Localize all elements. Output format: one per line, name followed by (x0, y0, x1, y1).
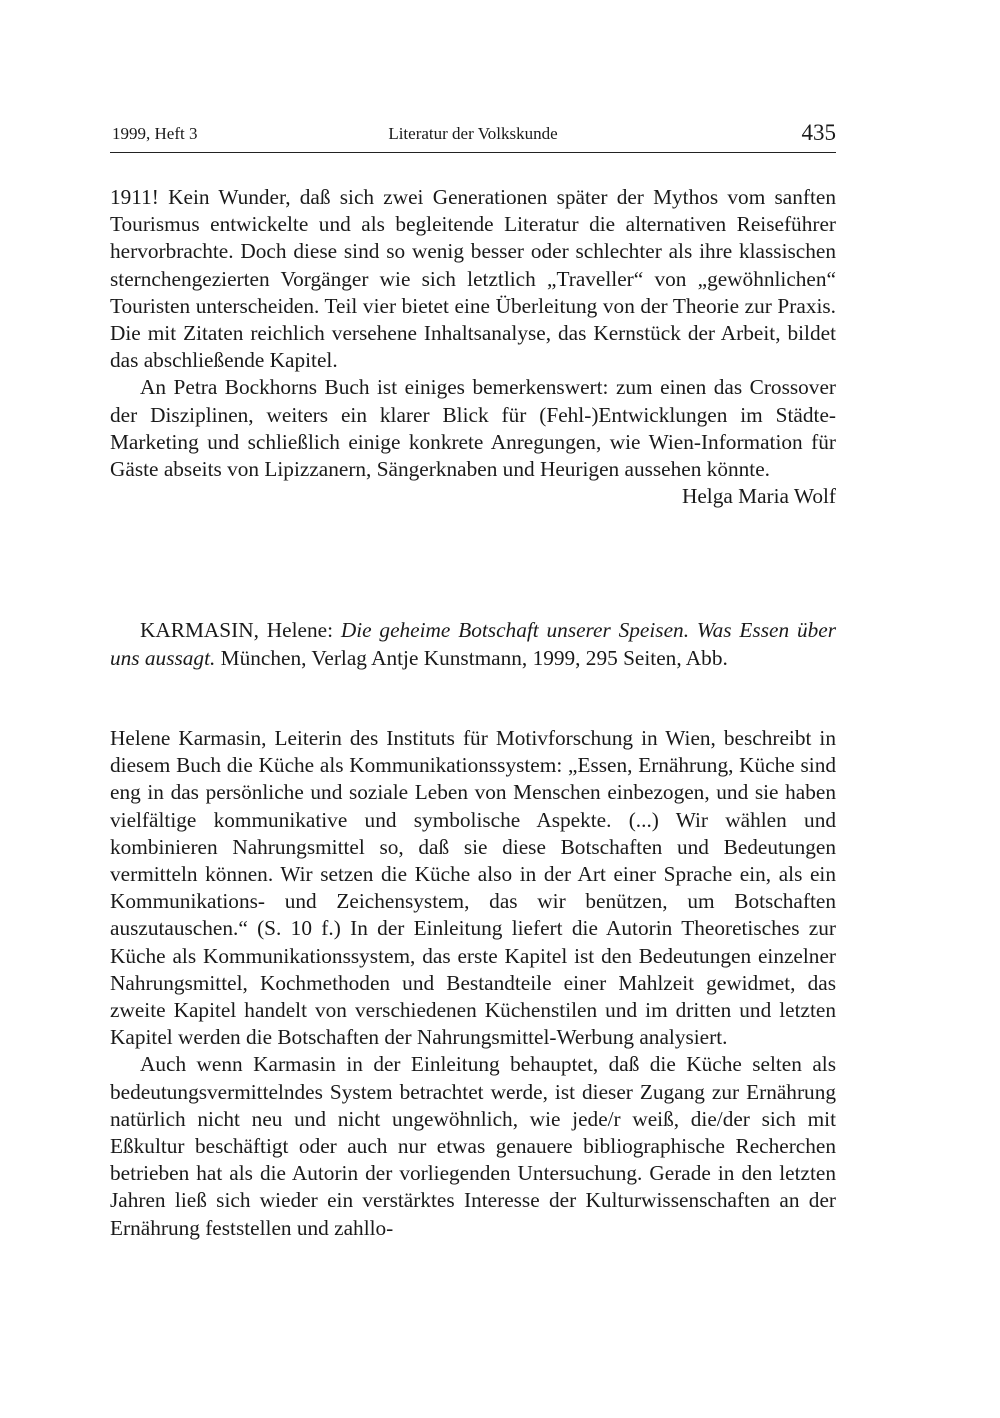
paragraph: Helene Karmasin, Leiterin des Instituts für Motivforschung in Wien, beschreibt in diesem Buch die Küche als Kommunikationssystem: „Essen, Ernährung, Küche sind eng in das persönliche und soziale Leben von Menschen einbezogen, und sie haben vielfältige kommunikative und symbolische Aspekte. (...) Wir wählen und kombinieren Nahrungsmittel so, daß sie diese Botschaften und Bedeutungen vermitteln können. Wir setzen die Küche also in der Art einer Sprache ein, als ein Kommunikations- und Zeichensystem, das wir benützen, um Botschaften auszutauschen.“ (S. 10 f.) In der Einleitung liefert die Autorin Theoretisches zur Küche als Kommunikationssystem, das erste Kapitel ist den Bedeutungen einzelner Nahrungsmittel, Kochmethoden und Bestandteile einer Mahlzeit gewidmet, das zweite Kapitel handelt von verschiedenen Küchenstilen und im dritten und letzten Kapitel werden die Botschaften der Nahrungsmittel-Werbung analysiert. (110, 726, 836, 1050)
paragraph: 1911! Kein Wunder, daß sich zwei Generationen später der Mythos vom sanften Tourismus entwickelte und als begleitende Literatur die alternativen Reiseführer hervorbrachte. Doch diese sind so wenig besser oder schlechter als ihre klassischen sternchengezierten Vorgänger wie sich letztlich „Traveller“ von „gewöhnlichen“ Touristen unterscheiden. Teil vier bietet eine Überleitung von der Theorie zur Praxis. Die mit Zitaten reichlich versehene Inhaltsanalyse, das Kernstück der Arbeit, bildet das abschließende Kapitel. (110, 185, 836, 373)
paragraph: An Petra Bockhorns Buch ist einiges bemerkenswert: zum einen das Crossover der Disziplinen, weiters ein klarer Blick für (Fehl-)Entwicklungen im Städte-Marketing und schließlich einige konkrete Anregungen, wie Wien-Information für Gäste abseits von Lipizzanern, Sängerknaben und Heurigen aussehen könnte. (110, 375, 836, 482)
journal-title: Literatur der Volkskunde (388, 124, 558, 143)
book-publication: München, Verlag Antje Kunstmann, 1999, 295 Seiten, Abb. (220, 645, 728, 670)
book-title: Die geheime Botschaft unserer Speisen. Was Essen über uns aussagt. (110, 618, 836, 670)
issue-label: 1999, Heft 3 (112, 124, 198, 143)
review-body (110, 725, 836, 1242)
book-citation (110, 617, 836, 672)
book-author: KARMASIN, Helene: (140, 618, 333, 642)
previous-review-ending (110, 184, 836, 510)
reviewer-signature: Helga Maria Wolf (681, 484, 836, 509)
page-number: 435 (801, 120, 836, 145)
paragraph: Auch wenn Karmasin in der Einleitung behauptet, daß die Küche selten als bedeutungsvermittelndes System betrachtet werde, ist dieser Zugang zur Ernährung natürlich nicht neu und nicht ungewöhnlich, wie jede/r weiß, die/der sich mit Eßkultur beschäftigt oder auch nur etwas genauere bibliographische Recherchen betrieben hat als die Autorin der vorliegenden Untersuchung. Gerade in den letzten Jahren ließ sich wieder ein verstärktes Interesse der Kulturwissenschaften an der Ernährung feststellen und zahllo- (110, 1052, 836, 1240)
running-header (110, 120, 836, 153)
